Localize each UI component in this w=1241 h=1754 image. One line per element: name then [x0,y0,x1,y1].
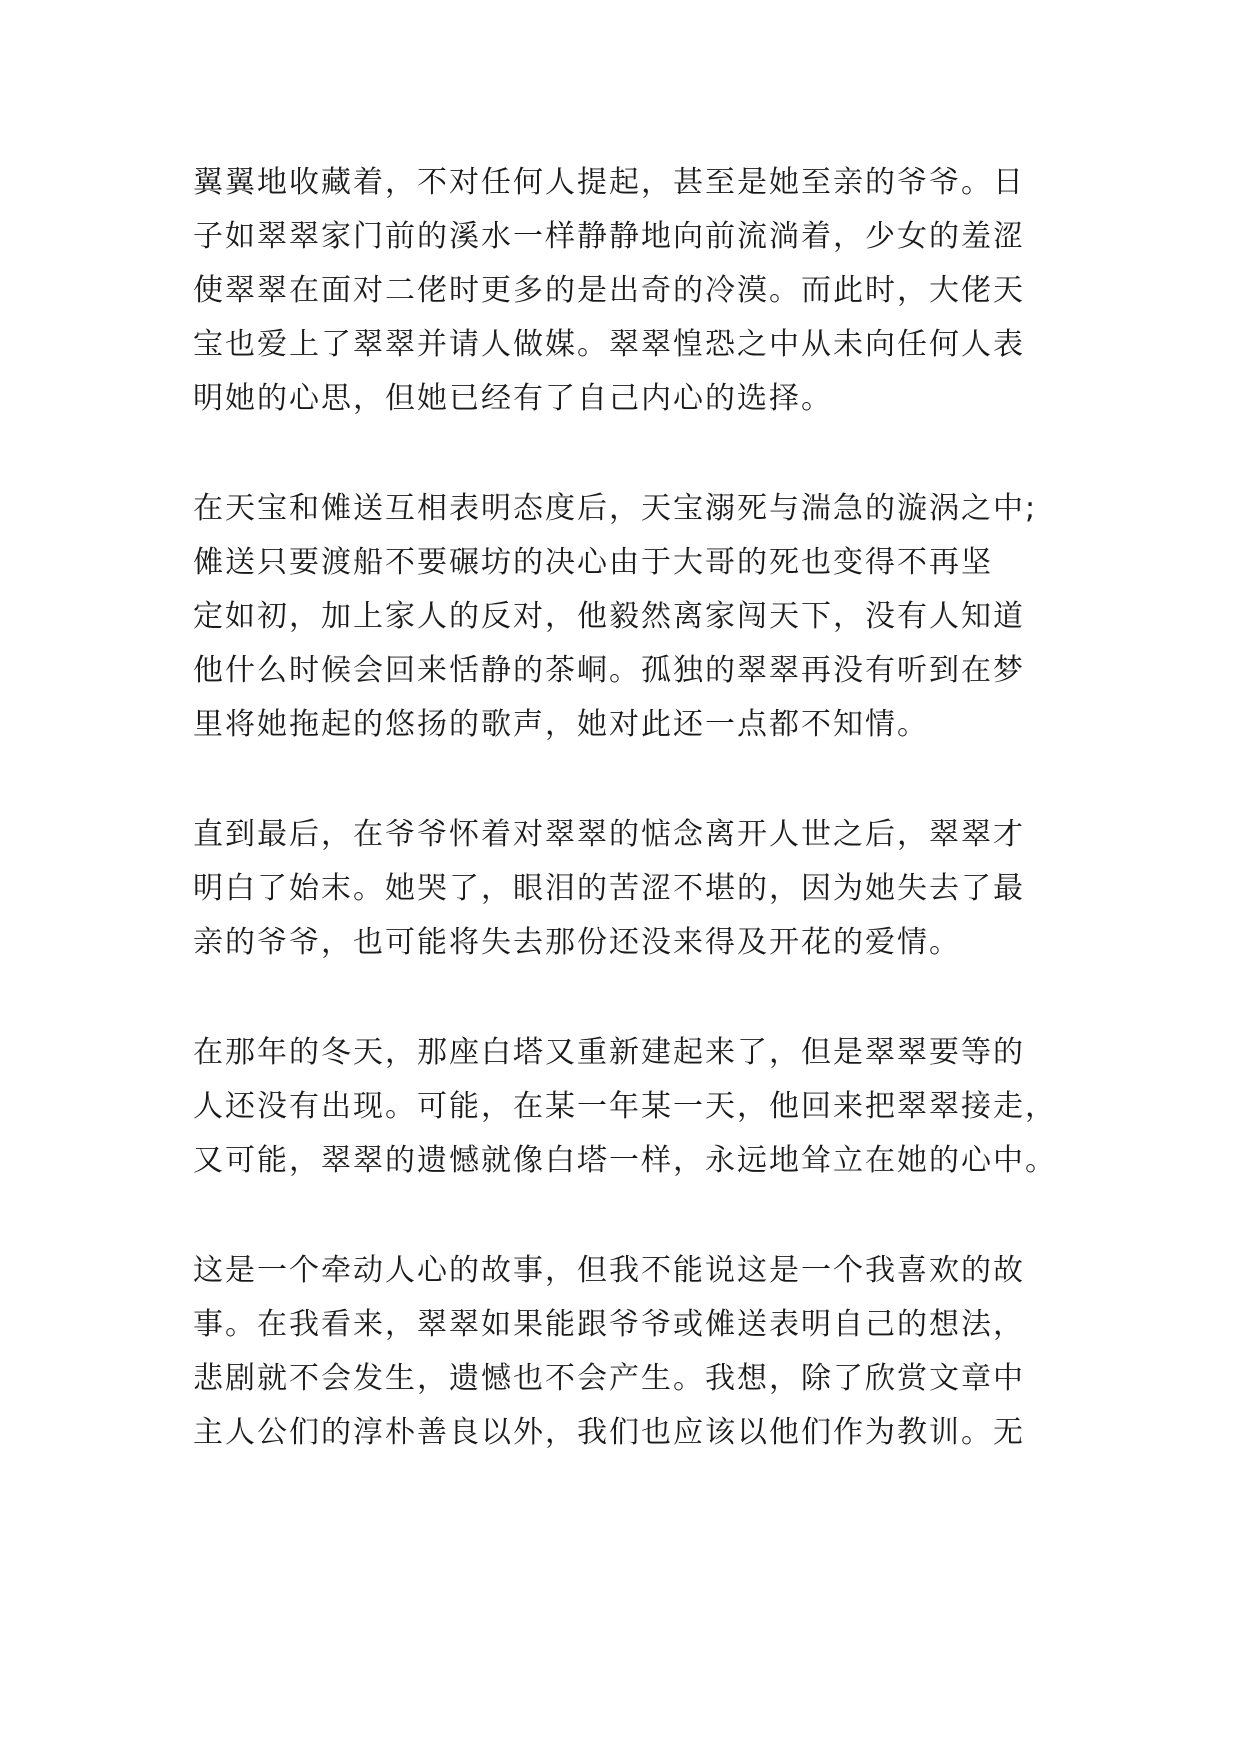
paragraph [193,808,1057,970]
paragraph-gap [193,1188,1057,1244]
paragraph-gap [193,970,1057,1026]
paragraph-gap [193,426,1057,482]
paragraph [193,1026,1057,1188]
text-line: 又可能，翠翠的遗憾就像白塔一样，永远地耸立在她的心中。 [193,1143,1057,1178]
text-line: 在天宝和傩送互相表明态度后，天宝溺死与湍急的漩涡之中; [193,491,1038,526]
text-line: 里将她拖起的悠扬的歌声，她对此还一点都不知情。 [193,707,929,742]
text-line: 使翠翠在面对二佬时更多的是出奇的冷漠。而此时，大佬天 [193,273,1025,308]
paragraph [193,482,1057,752]
text-line: 这是一个牵动人心的故事，但我不能说这是一个我喜欢的故 [193,1253,1025,1288]
document-body [193,156,1057,1460]
text-line: 明她的心思，但她已经有了自己内心的选择。 [193,381,833,416]
text-line: 他什么时候会回来恬静的茶峒。孤独的翠翠再没有听到在梦 [193,653,1025,688]
text-line: 悲剧就不会发生，遗憾也不会产生。我想，除了欣赏文章中 [193,1361,1025,1396]
text-line: 亲的爷爷，也可能将失去那份还没来得及开花的爱情。 [193,925,961,960]
text-line: 事。在我看来，翠翠如果能跟爷爷或傩送表明自己的想法， [193,1307,1025,1342]
text-line: 在那年的冬天，那座白塔又重新建起来了，但是翠翠要等的 [193,1035,1025,1070]
text-line: 直到最后，在爷爷怀着对翠翠的惦念离开人世之后，翠翠才 [193,817,1025,852]
text-line: 子如翠翠家门前的溪水一样静静地向前流淌着，少女的羞涩 [193,219,1025,254]
text-line: 主人公们的淳朴善良以外，我们也应该以他们作为教训。无 [193,1415,1025,1450]
text-line: 明白了始末。她哭了，眼泪的苦涩不堪的，因为她失去了最 [193,871,1025,906]
text-line: 翼翼地收藏着，不对任何人提起，甚至是她至亲的爷爷。日 [193,165,1025,200]
text-line: 宝也爱上了翠翠并请人做媒。翠翠惶恐之中从未向任何人表 [193,327,1025,362]
text-line: 定如初，加上家人的反对，他毅然离家闯天下，没有人知道 [193,599,1025,634]
paragraph [193,156,1057,426]
paragraph [193,1244,1057,1460]
text-line: 傩送只要渡船不要碾坊的决心由于大哥的死也变得不再坚 [193,545,993,580]
paragraph-gap [193,752,1057,808]
text-line: 人还没有出现。可能，在某一年某一天，他回来把翠翠接走， [193,1089,1057,1124]
